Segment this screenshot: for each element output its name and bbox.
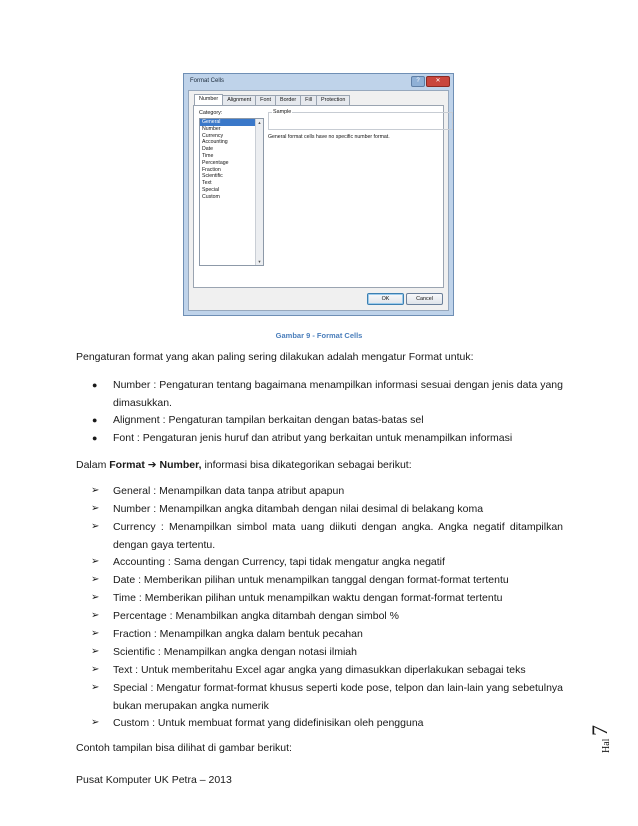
list-item: Scientific : Menampilkan angka dengan notasi ilmiah — [113, 646, 357, 658]
category-scrollbar — [255, 119, 263, 265]
list-item: Text : Untuk memberitahu Excel agar angka yang dimasukkan diperlakukan sebagai teks — [113, 664, 526, 676]
dialog-tabs — [194, 95, 349, 105]
sample-box — [268, 109, 453, 130]
list-item: Percentage : Menambilkan angka ditambah dengan simbol % — [113, 610, 400, 622]
arrowhead-icon: ➢ — [91, 521, 100, 532]
category-item: Accounting — [202, 139, 228, 146]
category-item: Percentage — [202, 159, 229, 166]
category-item: Special — [202, 186, 220, 193]
category-item: Scientific — [202, 173, 223, 180]
bullet-item-alignment: Alignment : Pengaturan tampilan berkaitan dengan batas-batas sel — [113, 414, 424, 426]
category-item: Text — [202, 180, 212, 187]
page-number-marker — [589, 713, 619, 753]
list-item: Special : Mengatur format-format khusus seperti kode pose, telpon dan lain-lain yang sebetulnya bukan merupakan angka numerik — [113, 682, 563, 712]
arrowhead-icon: ➢ — [91, 556, 100, 567]
number-tab-panel — [193, 105, 444, 288]
page-label: Hal — [601, 738, 612, 753]
category-item: General — [200, 119, 263, 126]
list-item: Date : Memberikan pilihan untuk menampilkan tanggal dengan format-format tertentu — [113, 574, 509, 586]
list-item: Currency : Menampilkan simbol mata uang diikuti dengan angka. Angka negatif ditampilkan dengan gaya tertentu. — [113, 521, 563, 551]
page-footer: Pusat Komputer UK Petra – 2013 — [76, 774, 232, 786]
category-list — [199, 118, 264, 266]
bullet-item-font: Font : Pengaturan jenis huruf dan atribut yang berkaitan untuk menampilkan informasi — [113, 432, 513, 444]
arrowhead-icon: ➢ — [91, 628, 100, 639]
tab-alignment: Alignment — [222, 95, 256, 105]
list-item: Time : Memberikan pilihan untuk menampilkan waktu dengan format-format tertentu — [113, 592, 503, 604]
tab-number: Number — [194, 94, 223, 105]
category-item: Number — [202, 125, 221, 132]
heading-suffix: informasi bisa dikategorikan sebagai berikut: — [201, 459, 412, 471]
arrowhead-icon: ➢ — [91, 664, 100, 675]
format-description: General format cells have no specific number format. — [268, 134, 390, 140]
bullet-icon: ● — [92, 433, 98, 443]
category-item: Custom — [202, 193, 220, 200]
heading-number: Number, — [159, 459, 202, 471]
format-number-heading — [76, 458, 412, 472]
list-item: Number : Menampilkan angka ditambah dengan nilai desimal di belakang koma — [113, 503, 484, 515]
bullet-icon: ● — [92, 415, 98, 425]
list-item: Accounting : Sama dengan Currency, tapi tidak mengatur angka negatif — [113, 556, 445, 568]
category-item: Time — [202, 152, 214, 159]
close-icon: ✕ — [426, 76, 450, 87]
ok-button: OK — [367, 293, 404, 305]
category-item: Currency — [202, 132, 224, 139]
arrowhead-icon: ➢ — [91, 717, 100, 728]
arrow-right-icon: ➔ — [147, 459, 157, 471]
arrowhead-icon: ➢ — [91, 485, 100, 496]
dialog-window-controls — [411, 76, 450, 87]
format-cells-dialog-figure — [183, 73, 454, 316]
bullet-icon: ● — [92, 380, 98, 390]
help-icon: ? — [411, 76, 425, 87]
scroll-up-icon: ▲ — [257, 120, 262, 125]
tab-border: Border — [275, 95, 301, 105]
sample-label: Sample — [273, 109, 292, 115]
dialog-title: Format Cells — [190, 78, 225, 84]
list-item: Custom : Untuk membuat format yang didefinisikan oleh pengguna — [113, 717, 424, 729]
heading-format: Format — [109, 459, 145, 471]
tab-protection: Protection — [316, 95, 350, 105]
arrowhead-icon: ➢ — [91, 503, 100, 514]
scroll-down-icon: ▼ — [257, 259, 262, 264]
figure-caption: Gambar 9 - Format Cells — [275, 331, 363, 340]
arrowhead-icon: ➢ — [91, 574, 100, 585]
cancel-button: Cancel — [406, 293, 443, 305]
category-label: Category: — [199, 110, 223, 116]
bullet-item-number: Number : Pengaturan tentang bagaimana menampilkan informasi sesuai dengan jenis data yang dimasukkan. — [113, 379, 563, 409]
arrowhead-icon: ➢ — [91, 610, 100, 621]
tab-font: Font — [255, 95, 276, 105]
dialog-body — [188, 90, 449, 311]
arrowhead-icon: ➢ — [91, 592, 100, 603]
list-item: Fraction : Menampilkan angka dalam bentuk pecahan — [113, 628, 363, 640]
category-item: Date — [202, 146, 213, 153]
heading-prefix: Dalam — [76, 459, 110, 471]
arrowhead-icon: ➢ — [91, 682, 100, 693]
category-item: Fraction — [202, 166, 221, 173]
list-item: General : Menampilkan data tanpa atribut apapun — [113, 485, 345, 497]
tab-fill: Fill — [300, 95, 317, 105]
page-number: 7 — [587, 725, 612, 736]
arrowhead-icon: ➢ — [91, 646, 100, 657]
intro-paragraph: Pengaturan format yang akan paling sering dilakukan adalah mengatur Format untuk: — [76, 351, 474, 363]
closing-paragraph: Contoh tampilan bisa dilihat di gambar berikut: — [76, 742, 292, 754]
